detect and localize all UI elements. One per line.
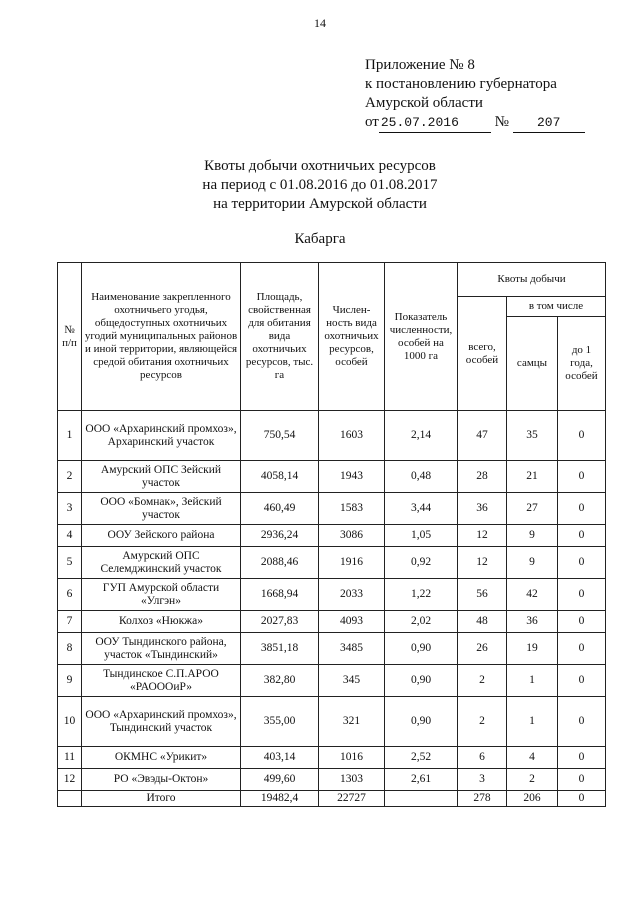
table-row bbox=[58, 411, 606, 461]
row-population: 3485 bbox=[319, 633, 385, 665]
species-subtitle: Кабарга bbox=[294, 231, 346, 247]
title-line-1: Квоты добычи охотничьих ресурсов bbox=[204, 158, 436, 174]
row-density: 0,92 bbox=[385, 547, 458, 579]
total-young: 0 bbox=[558, 791, 606, 807]
row-total: 47 bbox=[458, 411, 507, 461]
row-name: Колхоз «Нюкжа» bbox=[82, 611, 241, 633]
row-density: 1,22 bbox=[385, 579, 458, 611]
header-quotas: Квоты добычи bbox=[458, 263, 606, 297]
row-name: ООУ Зейского района bbox=[82, 525, 241, 547]
row-density: 0,48 bbox=[385, 461, 458, 493]
row-total: 6 bbox=[458, 747, 507, 769]
row-area: 2027,83 bbox=[241, 611, 319, 633]
row-name: Амурский ОПС Селемджинский участок bbox=[82, 547, 241, 579]
row-density: 2,52 bbox=[385, 747, 458, 769]
row-total: 3 bbox=[458, 769, 507, 791]
row-area: 1668,94 bbox=[241, 579, 319, 611]
row-name: РО «Эвэды-Октон» bbox=[82, 769, 241, 791]
row-density: 2,61 bbox=[385, 769, 458, 791]
row-name: ОКМНС «Урикит» bbox=[82, 747, 241, 769]
row-males: 27 bbox=[507, 493, 558, 525]
row-population: 1916 bbox=[319, 547, 385, 579]
table-row bbox=[58, 525, 606, 547]
row-population: 1303 bbox=[319, 769, 385, 791]
header-num: № п/п bbox=[58, 263, 82, 411]
row-total: 26 bbox=[458, 633, 507, 665]
header-density: Показатель численности, особей на 1000 га bbox=[385, 263, 458, 411]
row-males: 4 bbox=[507, 747, 558, 769]
row-density: 3,44 bbox=[385, 493, 458, 525]
header-population: Числен-ность вида охотничьих ресурсов, особей bbox=[319, 263, 385, 411]
row-population: 1603 bbox=[319, 411, 385, 461]
row-number: 5 bbox=[58, 547, 82, 579]
row-area: 2088,46 bbox=[241, 547, 319, 579]
row-population: 1943 bbox=[319, 461, 385, 493]
row-males: 1 bbox=[507, 697, 558, 747]
row-name: Амурский ОПС Зейский участок bbox=[82, 461, 241, 493]
row-density: 1,05 bbox=[385, 525, 458, 547]
row-number: 4 bbox=[58, 525, 82, 547]
quota-table bbox=[57, 262, 606, 807]
date-prefix: от bbox=[365, 114, 379, 130]
row-young: 0 bbox=[558, 769, 606, 791]
number-prefix: № bbox=[494, 114, 509, 130]
row-number: 11 bbox=[58, 747, 82, 769]
row-males: 36 bbox=[507, 611, 558, 633]
row-name: ООО «Бомнак», Зейский участок bbox=[82, 493, 241, 525]
row-population: 345 bbox=[319, 665, 385, 697]
row-name: ООО «Архаринский промхоз», Архаринский участок bbox=[82, 411, 241, 461]
appendix-title: Приложение № 8 bbox=[365, 57, 475, 73]
header-including: в том числе bbox=[507, 297, 606, 317]
title-line-2: на период с 01.08.2016 до 01.08.2017 bbox=[202, 177, 438, 193]
row-area: 3851,18 bbox=[241, 633, 319, 665]
row-density: 2,02 bbox=[385, 611, 458, 633]
row-area: 355,00 bbox=[241, 697, 319, 747]
appendix-date-line bbox=[365, 113, 585, 133]
total-total: 278 bbox=[458, 791, 507, 807]
row-total: 56 bbox=[458, 579, 507, 611]
table-row bbox=[58, 547, 606, 579]
title-line-3: на территории Амурской области bbox=[213, 196, 427, 212]
row-density: 0,90 bbox=[385, 665, 458, 697]
table-row bbox=[58, 461, 606, 493]
row-population: 321 bbox=[319, 697, 385, 747]
appendix-block bbox=[365, 56, 585, 133]
row-young: 0 bbox=[558, 461, 606, 493]
decree-number: 207 bbox=[513, 113, 585, 133]
row-young: 0 bbox=[558, 633, 606, 665]
header-total: всего, особей bbox=[458, 297, 507, 411]
row-total: 28 bbox=[458, 461, 507, 493]
header-name: Наименование закрепленного охотничьего угодья, общедоступных охотничьих угодий муниципальных районов и иной территории, являющейся средой обитания охотничьих ресурсов bbox=[82, 263, 241, 411]
document-title bbox=[0, 157, 640, 214]
row-total: 48 bbox=[458, 611, 507, 633]
row-population: 2033 bbox=[319, 579, 385, 611]
table-row bbox=[58, 611, 606, 633]
row-males: 21 bbox=[507, 461, 558, 493]
row-density: 0,90 bbox=[385, 697, 458, 747]
row-number: 6 bbox=[58, 579, 82, 611]
row-number: 7 bbox=[58, 611, 82, 633]
row-density: 2,14 bbox=[385, 411, 458, 461]
row-area: 2936,24 bbox=[241, 525, 319, 547]
total-row bbox=[58, 791, 606, 807]
row-population: 3086 bbox=[319, 525, 385, 547]
appendix-region: Амурской области bbox=[365, 95, 483, 111]
row-young: 0 bbox=[558, 579, 606, 611]
row-density: 0,90 bbox=[385, 633, 458, 665]
row-number: 9 bbox=[58, 665, 82, 697]
row-males: 35 bbox=[507, 411, 558, 461]
row-males: 2 bbox=[507, 769, 558, 791]
row-population: 1016 bbox=[319, 747, 385, 769]
row-total: 36 bbox=[458, 493, 507, 525]
header-area: Площадь, свойственная для обитания вида охотничьих ресурсов, тыс. га bbox=[241, 263, 319, 411]
row-number: 2 bbox=[58, 461, 82, 493]
row-area: 403,14 bbox=[241, 747, 319, 769]
table-row bbox=[58, 747, 606, 769]
table-row bbox=[58, 665, 606, 697]
total-label: Итого bbox=[82, 791, 241, 807]
table-row bbox=[58, 769, 606, 791]
row-area: 750,54 bbox=[241, 411, 319, 461]
row-males: 9 bbox=[507, 547, 558, 579]
row-total: 12 bbox=[458, 525, 507, 547]
table-row bbox=[58, 697, 606, 747]
total-population: 22727 bbox=[319, 791, 385, 807]
table-row bbox=[58, 633, 606, 665]
row-young: 0 bbox=[558, 665, 606, 697]
table-row bbox=[58, 579, 606, 611]
row-males: 19 bbox=[507, 633, 558, 665]
row-young: 0 bbox=[558, 411, 606, 461]
row-young: 0 bbox=[558, 697, 606, 747]
total-males: 206 bbox=[507, 791, 558, 807]
row-young: 0 bbox=[558, 525, 606, 547]
row-name: Тындинское С.П.АРОО «РАОООиР» bbox=[82, 665, 241, 697]
total-area: 19482,4 bbox=[241, 791, 319, 807]
total-number bbox=[58, 791, 82, 807]
header-young: до 1 года, особей bbox=[558, 317, 606, 411]
row-area: 460,49 bbox=[241, 493, 319, 525]
row-area: 4058,14 bbox=[241, 461, 319, 493]
row-number: 12 bbox=[58, 769, 82, 791]
row-number: 1 bbox=[58, 411, 82, 461]
row-name: ГУП Амурской области «Улгэн» bbox=[82, 579, 241, 611]
row-young: 0 bbox=[558, 611, 606, 633]
header-males: самцы bbox=[507, 317, 558, 411]
row-number: 10 bbox=[58, 697, 82, 747]
row-name: ООО «Архаринский промхоз», Тындинский участок bbox=[82, 697, 241, 747]
row-population: 1583 bbox=[319, 493, 385, 525]
row-number: 8 bbox=[58, 633, 82, 665]
row-population: 4093 bbox=[319, 611, 385, 633]
row-area: 382,80 bbox=[241, 665, 319, 697]
row-total: 2 bbox=[458, 697, 507, 747]
table-row bbox=[58, 493, 606, 525]
row-total: 12 bbox=[458, 547, 507, 579]
row-males: 1 bbox=[507, 665, 558, 697]
row-total: 2 bbox=[458, 665, 507, 697]
row-males: 42 bbox=[507, 579, 558, 611]
row-young: 0 bbox=[558, 747, 606, 769]
row-number: 3 bbox=[58, 493, 82, 525]
decree-date: 25.07.2016 bbox=[379, 113, 491, 133]
row-males: 9 bbox=[507, 525, 558, 547]
row-name: ООУ Тындинского района, участок «Тындинский» bbox=[82, 633, 241, 665]
appendix-decree: к постановлению губернатора bbox=[365, 76, 557, 92]
row-young: 0 bbox=[558, 493, 606, 525]
total-density bbox=[385, 791, 458, 807]
row-young: 0 bbox=[558, 547, 606, 579]
page-number: 14 bbox=[314, 16, 326, 30]
row-area: 499,60 bbox=[241, 769, 319, 791]
